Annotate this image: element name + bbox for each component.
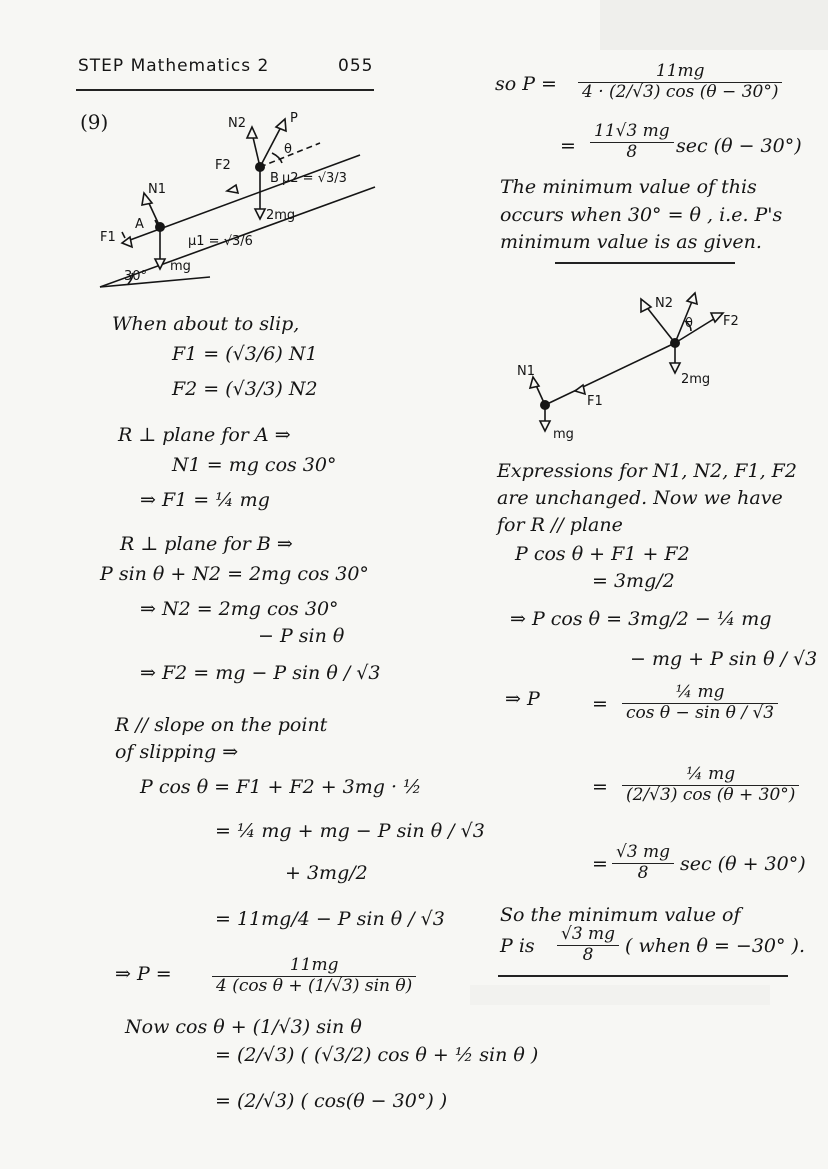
line-f1-value: ⇒ F1 = ¼ mg <box>140 489 270 511</box>
line-n2-minus: − P sin θ <box>258 625 345 647</box>
header-underline <box>76 89 374 91</box>
label-mg: mg <box>553 427 574 442</box>
label-N2: N2 <box>655 296 673 311</box>
line-perp-a: R ⊥ plane for A ⇒ <box>118 424 291 446</box>
label-mg: mg <box>170 259 191 274</box>
vector-F1 <box>122 237 132 247</box>
line-min-value: The minimum value of this <box>500 176 757 198</box>
label-F2: F2 <box>723 314 739 329</box>
line-pcos-eq: P cos θ = F1 + F2 + 3mg · ½ <box>140 776 422 798</box>
question-number: (9) <box>80 110 109 134</box>
numerator: √3 mg <box>616 842 671 862</box>
vector-P <box>260 125 282 167</box>
fraction-11root3 <box>590 122 674 162</box>
fraction-min-p <box>557 925 619 965</box>
numerator: 11√3 mg <box>594 121 670 141</box>
label-theta: θ <box>685 316 693 331</box>
line-expressions: Expressions for N1, N2, F1, F2 <box>497 460 797 482</box>
fraction-so-p <box>578 62 782 102</box>
numerator: ¼ mg <box>675 682 725 702</box>
label-mu1: μ1 = √3/6 <box>188 234 253 249</box>
label-2mg: 2mg <box>681 372 711 387</box>
line-two-root3-cos: = (2/√3) ( cos(θ − 30°) ) <box>215 1090 448 1112</box>
eq-sign: = <box>592 776 608 798</box>
line-pcos-sub: = ¼ mg + mg − P sin θ / √3 <box>215 820 485 842</box>
numerator: √3 mg <box>561 924 616 944</box>
line-pcos-sum: P cos θ + F1 + F2 <box>515 543 690 565</box>
eq-sign: = <box>592 693 608 715</box>
line-p-eq-label: ⇒ P = <box>115 963 172 985</box>
label-2mg: 2mg <box>266 208 296 223</box>
fraction-p-left <box>212 956 416 996</box>
mass-A <box>540 400 550 410</box>
line-eq-sign: = <box>560 135 576 157</box>
line-pcos-subst: ⇒ P cos θ = 3mg/2 − ¼ mg <box>510 608 772 630</box>
line-for-plane: for R // plane <box>497 514 623 536</box>
numerator: 11mg <box>655 61 705 81</box>
label-F2: F2 <box>215 158 231 173</box>
numerator: 11mg <box>289 955 339 975</box>
page-header-title: STEP Mathematics 2 <box>78 56 270 76</box>
label-N1: N1 <box>517 364 535 379</box>
line-occurs: occurs when 30° = θ , i.e. P's <box>500 204 783 226</box>
label-F1: F1 <box>100 230 116 245</box>
rod-line <box>545 343 675 405</box>
fraction-root3-mg <box>612 843 674 883</box>
ground-line <box>100 277 210 287</box>
label-P: P <box>290 111 298 126</box>
fraction-quarter-mg-cos <box>622 765 799 805</box>
line-n2-eq: ⇒ N2 = 2mg cos 30° <box>140 598 339 620</box>
line-about-to-slip: When about to slip, <box>112 313 300 335</box>
denominator: (2/√3) cos (θ + 30°) <box>626 784 796 805</box>
vector-F1 <box>575 385 585 394</box>
line-unchanged: are unchanged. Now we have <box>497 487 783 509</box>
line-p-is: P is <box>500 935 535 957</box>
line-f1-eq: F1 = (√3/6) N1 <box>172 343 318 365</box>
denominator: 8 <box>637 862 649 883</box>
scan-smudge <box>600 0 828 50</box>
line-now-cos: Now cos θ + (1/√3) sin θ <box>125 1016 362 1038</box>
inclined-plane-diagram <box>90 105 390 300</box>
bottom-divider <box>498 975 788 977</box>
label-mu2: μ2 = √3/3 <box>282 171 347 186</box>
line-implies-p: ⇒ P <box>505 688 540 710</box>
line-3mg-half: = 3mg/2 <box>592 570 675 592</box>
label-N2: N2 <box>228 116 246 131</box>
label-B: B <box>270 171 279 186</box>
label-A: A <box>135 217 144 232</box>
line-sec-plus: sec (θ + 30°) <box>680 853 806 875</box>
label-F1: F1 <box>587 394 603 409</box>
line-so-min: So the minimum value of <box>500 904 741 926</box>
line-f2-value: ⇒ F2 = mg − P sin θ / √3 <box>140 662 381 684</box>
mass-B <box>670 338 680 348</box>
fraction-quarter-mg <box>622 683 778 723</box>
denominator: cos θ − sin θ / √3 <box>626 702 775 723</box>
line-sec: sec (θ − 30°) <box>676 135 802 157</box>
line-two-root3: = (2/√3) ( (√3/2) cos θ + ½ sin θ ) <box>215 1044 539 1066</box>
line-parallel-slope: R // slope on the point <box>115 714 328 736</box>
line-so-p: so P = <box>495 73 557 95</box>
denominator: 8 <box>582 944 594 965</box>
label-theta: θ <box>284 142 292 157</box>
denominator: 4 (cos θ + (1/√3) sin θ) <box>216 975 413 996</box>
line-as-given: minimum value is as given. <box>500 231 762 253</box>
line-pcos-plus: + 3mg/2 <box>285 862 368 884</box>
line-minus-mg: − mg + P sin θ / √3 <box>630 648 818 670</box>
page-header-code: 055 <box>338 56 374 76</box>
line-of-slipping: of slipping ⇒ <box>115 741 239 763</box>
vector-F2 <box>227 185 238 193</box>
label-30-degrees: 30° <box>124 269 148 284</box>
line-when-theta: ( when θ = −30° ). <box>625 935 805 957</box>
denominator: 8 <box>626 141 638 162</box>
line-pcos-simplified: = 11mg/4 − P sin θ / √3 <box>215 908 445 930</box>
eq-sign: = <box>592 853 608 875</box>
vector-F2 <box>675 317 717 343</box>
denominator: 4 · (2/√3) cos (θ − 30°) <box>582 81 779 102</box>
line-psin-n2: P sin θ + N2 = 2mg cos 30° <box>100 563 369 585</box>
label-N1: N1 <box>148 182 166 197</box>
numerator: ¼ mg <box>686 764 736 784</box>
scan-smudge <box>470 985 770 1005</box>
mass-A <box>155 222 165 232</box>
mass-B <box>255 162 265 172</box>
line-perp-b: R ⊥ plane for B ⇒ <box>120 533 293 555</box>
line-n1-eq: N1 = mg cos 30° <box>172 454 337 476</box>
rod-force-diagram <box>505 285 765 445</box>
section-divider <box>555 262 735 264</box>
line-f2-eq: F2 = (√3/3) N2 <box>172 378 318 400</box>
